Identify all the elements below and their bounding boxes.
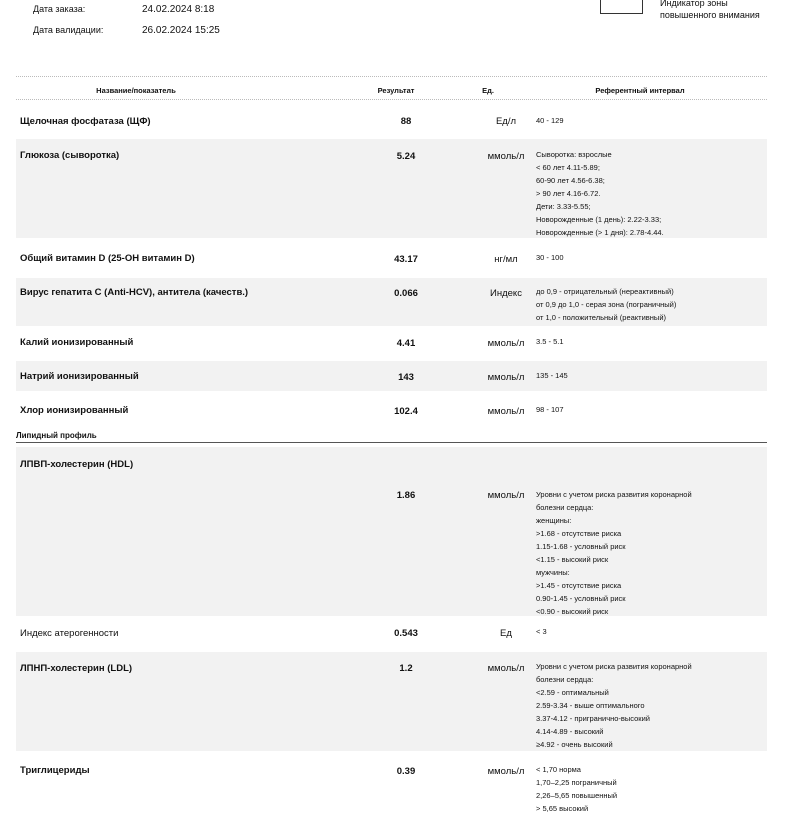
reference-range bbox=[536, 403, 564, 416]
reference-line: женщины: bbox=[536, 516, 572, 525]
reference-line: Новорожденные (> 1 дня): 2.78-4.44. bbox=[536, 228, 664, 237]
table-row bbox=[16, 278, 767, 326]
reference-line: 0.90-1.45 - условный риск bbox=[536, 594, 626, 603]
analyte-name: ЛПНП-холестерин (LDL) bbox=[20, 663, 133, 674]
result-value: 1.86 bbox=[396, 490, 416, 501]
result-value: 1.2 bbox=[399, 663, 413, 674]
reference-line: <0.90 - высокий риск bbox=[536, 607, 609, 616]
analyte-name: Индекс атерогенности bbox=[20, 628, 119, 639]
column-header-result: Результат bbox=[377, 86, 415, 95]
attention-zone-indicator-label bbox=[660, 0, 780, 21]
reference-line: ≥4.92 - очень высокий bbox=[536, 740, 613, 749]
reference-line: 1.15-1.68 - условный риск bbox=[536, 542, 626, 551]
table-row bbox=[16, 240, 767, 276]
reference-line: 2.59-3.34 - выше оптимального bbox=[536, 701, 645, 710]
header-bottom-divider bbox=[16, 99, 767, 100]
result-value: 43.17 bbox=[394, 254, 418, 265]
reference-line: > 5,65 высокий bbox=[536, 804, 589, 813]
reference-line: мужчины: bbox=[536, 568, 570, 577]
result-value: 0.543 bbox=[394, 628, 418, 639]
result-value: 4.41 bbox=[396, 338, 416, 349]
analyte-name: Вирус гепатита С (Anti-HCV), антитела (качеств.) bbox=[20, 287, 249, 298]
column-header-unit: Ед. bbox=[482, 86, 494, 95]
reference-line: от 0,9 до 1,0 - серая зона (пограничный) bbox=[536, 300, 677, 309]
order-date-label: Дата заказа: bbox=[33, 4, 86, 14]
unit-value: нг/мл bbox=[494, 254, 518, 265]
analyte-name: Общий витамин D (25-OH витамин D) bbox=[20, 253, 195, 264]
analyte-name: Глюкоза (сыворотка) bbox=[20, 150, 120, 161]
reference-line: 40 - 129 bbox=[536, 116, 564, 125]
reference-line: >1.45 - отсутствие риска bbox=[536, 581, 622, 590]
reference-line: до 0,9 - отрицательный (нереактивный) bbox=[536, 287, 674, 296]
reference-line: 1,70–2,25 пограничный bbox=[536, 778, 617, 787]
analyte-name: Хлор ионизированный bbox=[20, 405, 129, 416]
result-value: 5.24 bbox=[396, 151, 416, 162]
reference-line: болезни сердца: bbox=[536, 503, 594, 512]
validation-date-value: 26.02.2024 15:25 bbox=[142, 25, 220, 36]
reference-line: болезни сердца: bbox=[536, 675, 594, 684]
reference-range bbox=[536, 335, 564, 348]
reference-range bbox=[536, 763, 617, 815]
analyte-name: Триглицериды bbox=[20, 765, 90, 776]
header-top-divider bbox=[16, 76, 767, 77]
reference-line: Уровни с учетом риска развития коронарной bbox=[536, 490, 692, 499]
table-row bbox=[16, 361, 767, 391]
section-title-lipid-profile: Липидный профиль bbox=[16, 431, 97, 440]
reference-line: <1.15 - высокий риск bbox=[536, 555, 609, 564]
analyte-name: Щелочная фосфатаза (ЩФ) bbox=[20, 116, 151, 127]
reference-line: Уровни с учетом риска развития коронарной bbox=[536, 662, 692, 671]
reference-line: < 60 лет 4.11-5.89; bbox=[536, 163, 600, 172]
unit-value: ммоль/л bbox=[487, 663, 525, 674]
result-value: 88 bbox=[400, 116, 412, 127]
reference-line: < 3 bbox=[536, 627, 547, 636]
reference-line: <2.59 - оптимальный bbox=[536, 688, 609, 697]
reference-line: Сыворотка: взрослые bbox=[536, 150, 612, 159]
reference-line: 4.14-4.89 - высокий bbox=[536, 727, 604, 736]
table-row bbox=[16, 393, 767, 429]
result-value: 0.066 bbox=[394, 288, 418, 299]
reference-range bbox=[536, 625, 547, 638]
unit-value: ммоль/л bbox=[487, 406, 525, 417]
reference-line: 3.5 - 5.1 bbox=[536, 337, 564, 346]
table-row bbox=[16, 617, 767, 651]
indicator-label-line1: Индикатор зоны bbox=[660, 0, 728, 8]
reference-line: 98 - 107 bbox=[536, 405, 564, 414]
unit-value: ммоль/л bbox=[487, 490, 525, 501]
reference-line: от 1,0 - положительный (реактивный) bbox=[536, 313, 667, 322]
reference-line: 3.37-4.12 - пригранично-высокий bbox=[536, 714, 650, 723]
order-date-value: 24.02.2024 8:18 bbox=[142, 4, 215, 15]
table-row bbox=[16, 139, 767, 238]
unit-value: Индекс bbox=[490, 288, 522, 299]
reference-range bbox=[536, 369, 568, 382]
attention-zone-indicator-box bbox=[600, 0, 643, 14]
reference-range bbox=[536, 114, 564, 127]
result-value: 0.39 bbox=[396, 766, 416, 777]
reference-range bbox=[536, 251, 564, 264]
reference-line: Дети: 3.33-5.55; bbox=[536, 202, 591, 211]
table-row bbox=[16, 447, 767, 616]
reference-range bbox=[536, 488, 692, 618]
unit-value: ммоль/л bbox=[487, 766, 525, 777]
reference-range bbox=[536, 148, 664, 239]
reference-line: >1.68 - отсутствие риска bbox=[536, 529, 622, 538]
reference-line: 2,26–5,65 повышенный bbox=[536, 791, 618, 800]
unit-value: ммоль/л bbox=[487, 338, 525, 349]
reference-line: < 1,70 норма bbox=[536, 765, 581, 774]
reference-range bbox=[536, 660, 692, 751]
result-value: 143 bbox=[398, 372, 414, 383]
column-header-name: Название/показатель bbox=[96, 86, 176, 95]
reference-line: 30 - 100 bbox=[536, 253, 564, 262]
reference-line: 60-90 лет 4.56-6.38; bbox=[536, 176, 605, 185]
unit-value: ммоль/л bbox=[487, 372, 525, 383]
table-row bbox=[16, 652, 767, 751]
analyte-name: Натрий ионизированный bbox=[20, 371, 139, 382]
reference-line: > 90 лет 4.16-6.72. bbox=[536, 189, 601, 198]
table-row bbox=[16, 104, 767, 138]
analyte-name: ЛПВП-холестерин (HDL) bbox=[20, 459, 134, 470]
table-row bbox=[16, 753, 767, 820]
reference-range bbox=[536, 285, 676, 324]
unit-value: ммоль/л bbox=[487, 151, 525, 162]
unit-value: Ед/л bbox=[495, 116, 517, 127]
table-row bbox=[16, 327, 767, 360]
unit-value: Ед bbox=[500, 628, 512, 639]
validation-date-label: Дата валидации: bbox=[33, 25, 104, 35]
result-value: 102.4 bbox=[394, 406, 418, 417]
reference-line: Новорожденные (1 день): 2.22-3.33; bbox=[536, 215, 662, 224]
column-header-reference: Референтный интервал bbox=[595, 86, 685, 95]
indicator-label-line2: повышенного внимания bbox=[660, 10, 760, 20]
analyte-name: Калий ионизированный bbox=[20, 337, 134, 348]
reference-line: 135 - 145 bbox=[536, 371, 568, 380]
section-divider bbox=[16, 442, 767, 443]
